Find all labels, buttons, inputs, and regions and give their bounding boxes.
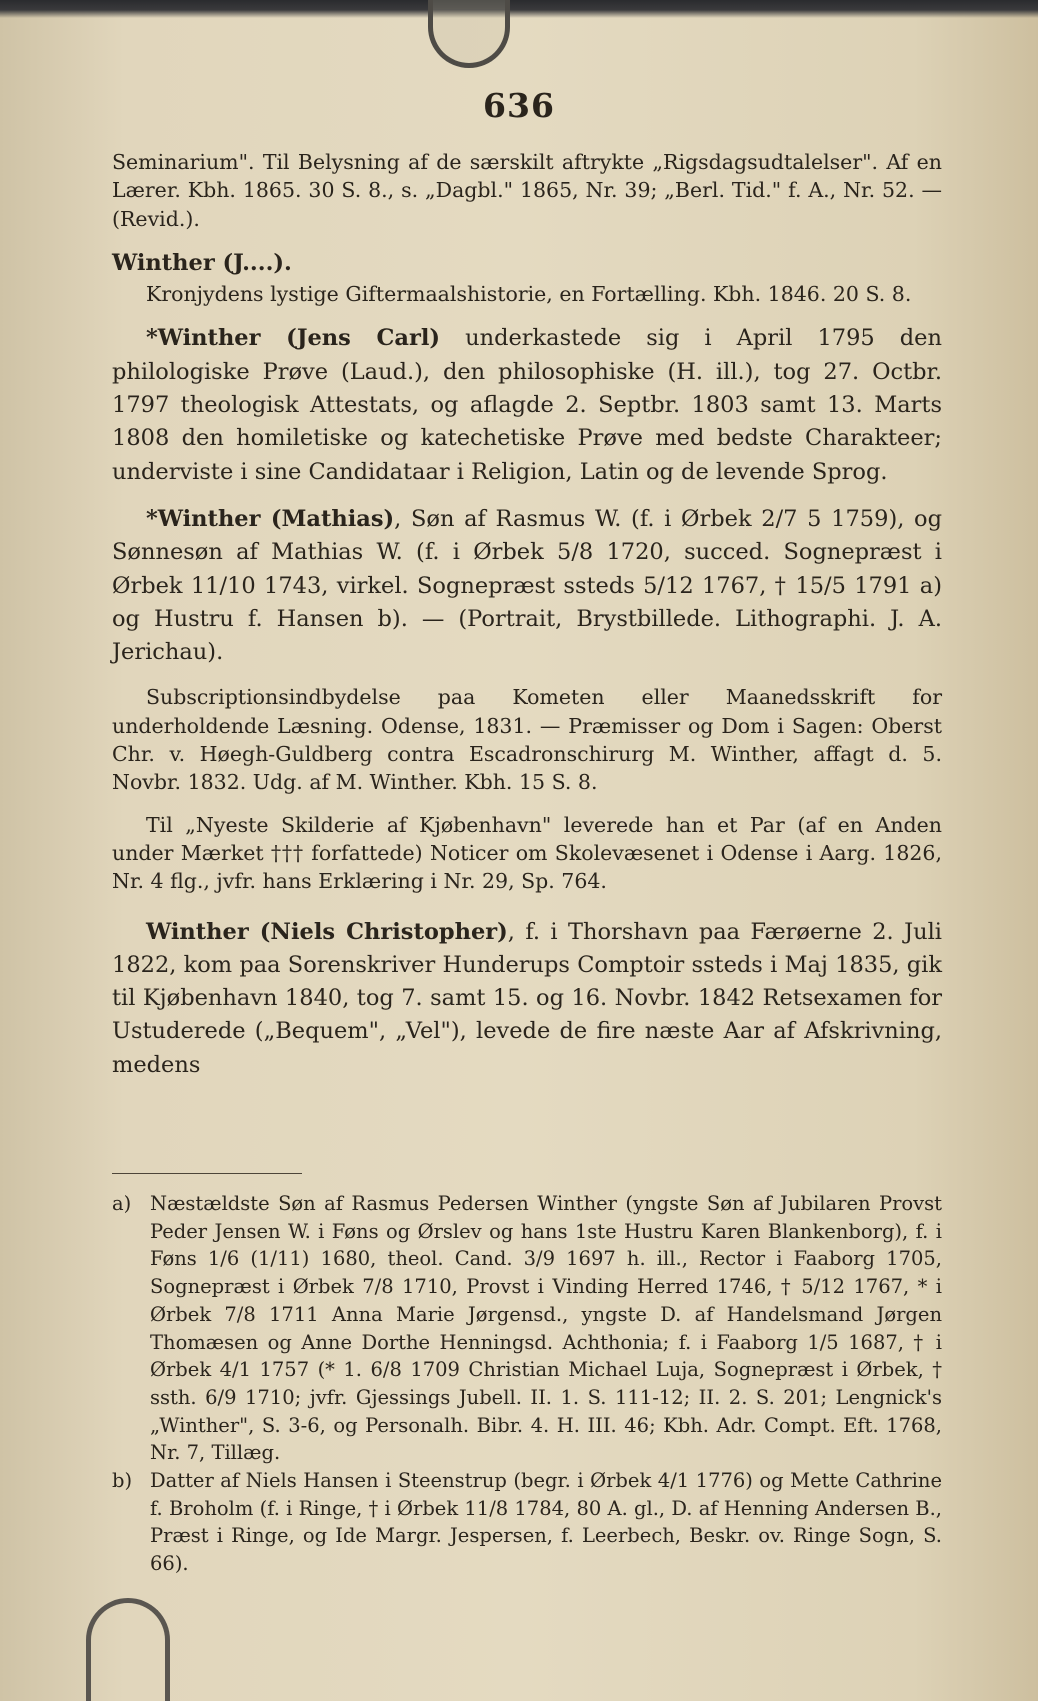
entry-winther-mathias-works: Subscriptionsindbydelse paa Kometen eller Maanedsskrift for underholdende Læsning. Odense, 1831. — Præmisser og Dom i Sagen: Oberst Chr. v. Høegh-Guldberg contra Escadronschirurg M. Winther, affagt d. 5. Novbr. 1832. Udg. af M. Winther. Kbh. 15 S. 8. [112,685,942,795]
entry-winther-j-text: Kronjydens lystige Giftermaalshistorie, en Fortælling. Kbh. 1846. 20 S. 8. [146,282,912,307]
footnote-divider [112,1173,302,1174]
entry-winther-mathias [112,503,942,669]
page-number: 636 [483,86,555,125]
footnote-text: Datter af Niels Hansen i Steenstrup (begr. i Ørbek 4/1 1776) og Mette Cathrine f. Broholm (f. i Ringe, † i Ørbek 11/8 1784, 80 A. gl., D. af Henning Andersen B., Præst i Ringe, og Ide Margr. Jespersen, f. Leerbech, Beskr. ov. Ringe Sogn, S. 66). [150,1469,942,1576]
footnote-label: a) [112,1192,132,1215]
entry-heading-winther-niels-christopher: Winther (Niels Christopher) [146,918,508,945]
entry-heading-winther-j: Winther (J....). [112,249,292,276]
footnote-label: b) [112,1469,133,1493]
entry-winther-niels-christopher [112,916,942,1082]
entry-winther-mathias-notice: Til „Nyeste Skilderie af Kjøbenhavn" leverede han et Par (af en Anden under Mærket ††† forfattede) Noticer om Skolevæsenet i Odense i Aarg. 1826, Nr. 4 flg., jvfr. hans Erklæring i Nr. 29, Sp. 764. [112,812,942,894]
main-text [112,148,942,1082]
footnote-b [112,1467,942,1578]
entry-continuation: Seminarium". Til Belysning af de særskilt aftrykte „Rigsdagsudtalelser". Af en Lærer. Kbh. 1865. 30 S. 8., s. „Dagbl." 1865, Nr. 39; „Berl. Tid." f. A., Nr. 52. — (Revid.). [112,150,942,231]
scan-edge [0,0,1038,18]
entry-heading-winther-mathias: *Winther (Mathias) [146,505,395,532]
page-clip-bottom [86,1598,170,1701]
footnotes [112,1190,942,1578]
entry-winther-mathias-text: , Søn af Rasmus W. (f. i Ørbek 2/7 5 1759), og Sønnesøn af Mathias W. (f. i Ørbek 5/8 1720, succed. Sognepræst i Ørbek 11/10 1743, virkel. Sognepræst ssteds 5/12 1767, † 15/5 1791 a) og Hustru f. Hansen b). — (Portrait, Brystbillede. Lithographi. J. A. Jerichau). [112,505,942,666]
page-clip-top [428,0,510,68]
entry-heading-winther-jens-carl: *Winther (Jens Carl) [146,325,441,352]
footnote-a [112,1190,942,1467]
entry-winther-jens-carl-text: underkastede sig i April 1795 den philologiske Prøve (Laud.), den philosophiske (H. ill.), tog 27. Octbr. 1797 theologisk Attestats, og aflagde 2. Septbr. 1803 samt 13. Marts 1808 den homiletiske og katechetiske Prøve med bedste Charakteer; underviste i sine Candidataar i Religion, Latin og de levende Sprog. [112,325,942,485]
footnote-text: Næstældste Søn af Rasmus Pedersen Winther (yngste Søn af Jubilaren Provst Peder Jensen W. i Føns og Ørslev og hans 1ste Hustru Karen Blankenborg), f. i Føns 1/6 (1/11) 1680, theol. Cand. 3/9 1697 h. ill., Rector i Faaborg 1705, Sognepræst i Ørbek 7/8 1710, Provst i Vinding Herred 1746, † 5/12 1767, * i Ørbek 7/8 1711 Anna Marie Jørgensd., yngste D. af Handelsmand Jørgen Thomæsen og Anne Dorthe Henningsd. Achthonia; f. i Faaborg 1/5 1687, † i Ørbek 4/1 1757 (* 1. 6/8 1709 Christian Michael Luja, Sognepræst i Ørbek, † ssth. 6/9 1710; jvfr. Gjessings Jubell. II. 1. S. 111-12; II. 2. S. 201; Lengnick's „Winther", S. 3-6, og Personalh. Bibr. 4. H. III. 46; Kbh. Adr. Compt. Eft. 1768, Nr. 7, Tillæg. [150,1192,942,1465]
entry-winther-jens-carl [112,322,942,488]
entry-winther-niels-christopher-text: , f. i Thorshavn paa Færøerne 2. Juli 1822, kom paa Sorenskriver Hunderups Comptoir ssteds i Maj 1835, gik til Kjøbenhavn 1840, tog 7. samt 15. og 16. Novbr. 1842 Retsexamen for Ustuderede („Bequem", „Vel"), levede de fire næste Aar af Afskrivning, medens [112,918,942,1078]
